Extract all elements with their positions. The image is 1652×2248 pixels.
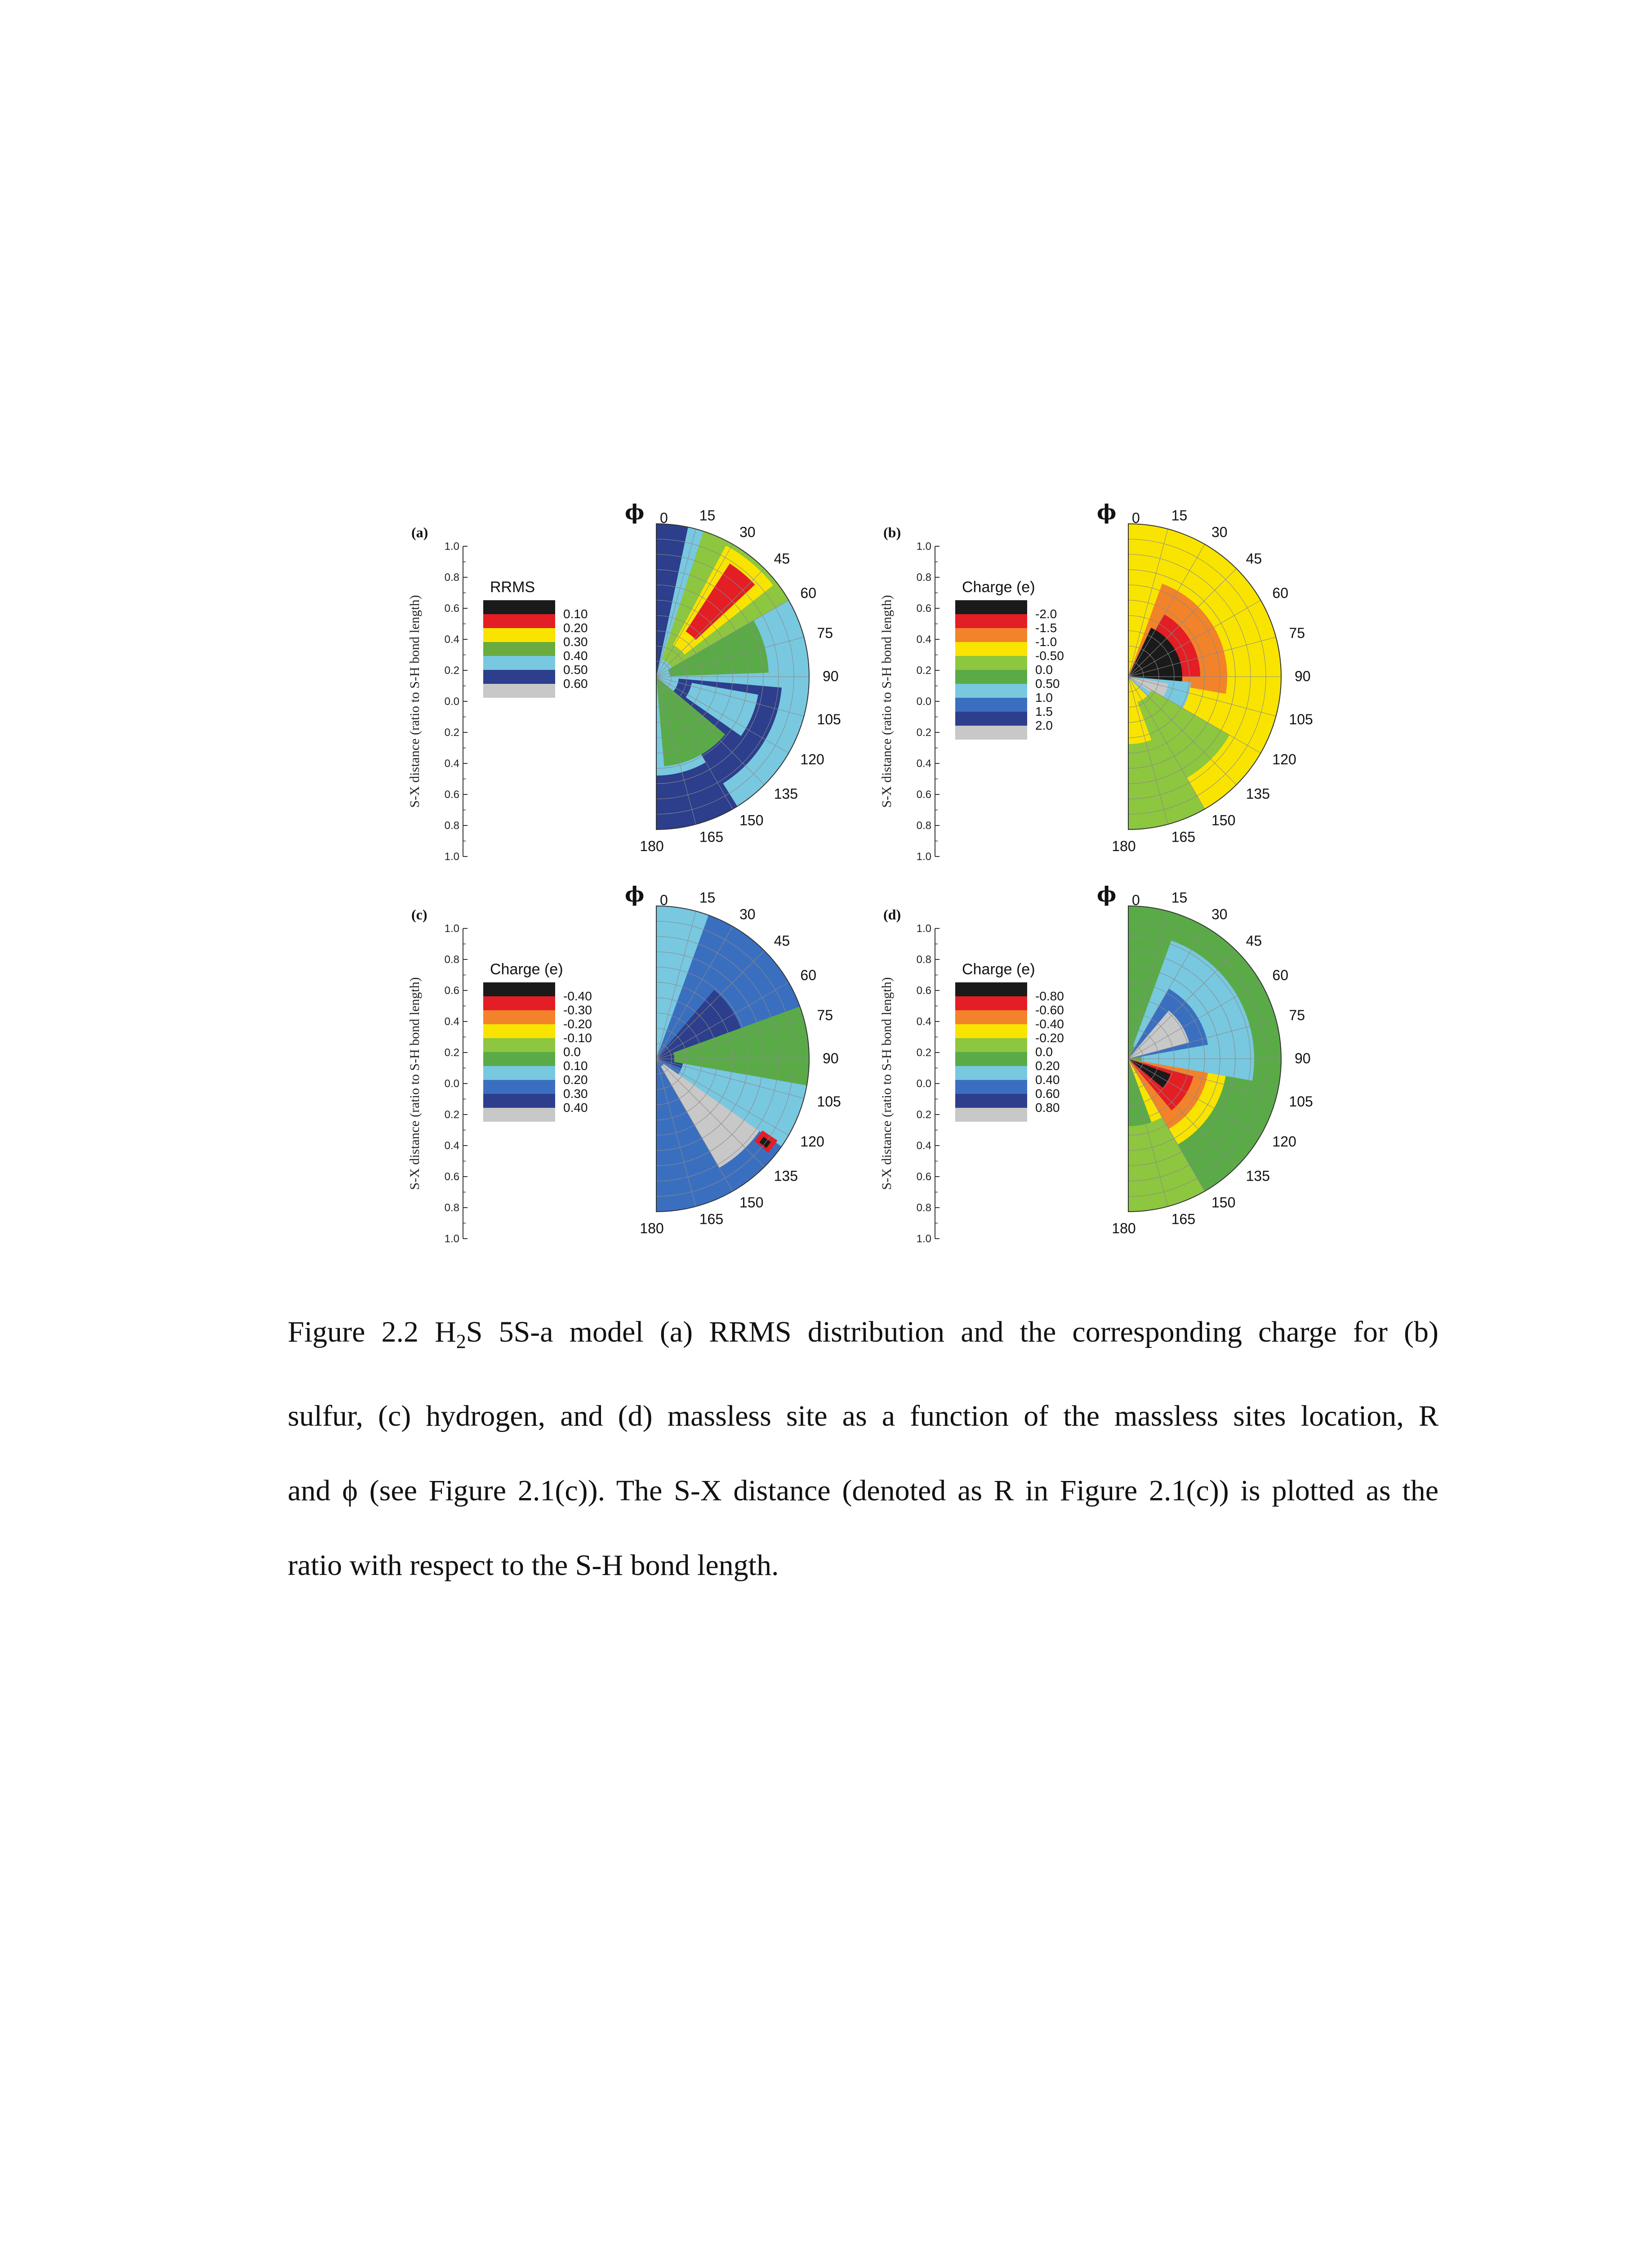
tick-label: 0.6 xyxy=(916,789,931,801)
angle-label: 90 xyxy=(1295,1050,1311,1066)
y-axis-label: S-X distance (ratio to S-H bond length) xyxy=(407,595,422,808)
angle-label: 180 xyxy=(1112,838,1136,854)
angle-label: 150 xyxy=(739,1194,764,1211)
phi-symbol: ϕ xyxy=(1097,882,1117,906)
angle-label: 15 xyxy=(699,507,716,524)
legend-label: 0.40 xyxy=(563,649,588,663)
figure-panel-a xyxy=(405,500,854,890)
legend-label: 0.20 xyxy=(1035,1059,1060,1073)
legend-swatch xyxy=(955,1094,1027,1108)
legend-title: Charge (e) xyxy=(962,961,1035,978)
phi-symbol: ϕ xyxy=(1097,500,1117,524)
legend-swatch xyxy=(955,1052,1027,1066)
angle-label: 180 xyxy=(1112,1220,1136,1236)
legend-label: -0.40 xyxy=(1035,1017,1064,1031)
figure-panel-c xyxy=(405,882,854,1272)
legend-swatch xyxy=(955,614,1027,628)
legend-swatch xyxy=(955,712,1027,726)
panel-label: (b) xyxy=(883,524,901,540)
tick-label: 0.8 xyxy=(444,820,459,832)
legend-swatch xyxy=(955,1038,1027,1052)
tick-label: 0.8 xyxy=(916,820,931,832)
angle-label: 0 xyxy=(1132,892,1140,908)
panel-label: (c) xyxy=(411,906,427,923)
tick-label: 0.4 xyxy=(444,633,459,646)
legend-label: 0.0 xyxy=(1035,663,1053,677)
tick-label: 0.0 xyxy=(916,1078,931,1090)
legend-label: 0.80 xyxy=(1035,1101,1060,1115)
angle-label: 90 xyxy=(823,668,839,684)
legend-label: 0.30 xyxy=(563,1087,588,1101)
angle-label: 15 xyxy=(1171,507,1188,524)
phi-symbol: ϕ xyxy=(625,882,645,906)
legend-swatch xyxy=(955,1108,1027,1122)
legend-label: 0.60 xyxy=(563,677,588,691)
tick-label: 0.6 xyxy=(916,602,931,615)
tick-label: 1.0 xyxy=(444,923,459,935)
angle-label: 0 xyxy=(660,892,668,908)
angle-label: 165 xyxy=(699,1211,724,1227)
tick-label: 0.6 xyxy=(444,1171,459,1183)
tick-label: 0.6 xyxy=(444,602,459,615)
tick-label: 0.4 xyxy=(916,1140,931,1152)
caption-line-4: ratio with respect to the S-H bond length. xyxy=(288,1549,779,1582)
angle-label: 60 xyxy=(1272,967,1289,983)
tick-label: 0.8 xyxy=(916,571,931,584)
legend-swatch xyxy=(483,1010,555,1024)
legend-swatch xyxy=(955,698,1027,712)
legend-label: -0.40 xyxy=(563,989,592,1003)
tick-label: 0.4 xyxy=(444,758,459,770)
y-axis-label: S-X distance (ratio to S-H bond length) xyxy=(407,977,422,1190)
tick-label: 0.2 xyxy=(916,665,931,677)
legend-swatch xyxy=(483,1066,555,1080)
legend-swatch xyxy=(483,982,555,996)
angle-label: 30 xyxy=(739,524,756,540)
tick-label: 0.4 xyxy=(916,758,931,770)
y-axis-label: S-X distance (ratio to S-H bond length) xyxy=(879,977,894,1190)
angle-label: 60 xyxy=(1272,585,1289,601)
polar-contour-map xyxy=(1128,524,1281,830)
legend-title: RRMS xyxy=(490,579,535,596)
tick-label: 0.6 xyxy=(916,985,931,997)
legend-swatch xyxy=(955,600,1027,614)
tick-label: 1.0 xyxy=(916,1233,931,1245)
figure-panel-d xyxy=(877,882,1326,1272)
legend-swatch xyxy=(955,684,1027,698)
panel-c-svg xyxy=(405,882,854,1272)
tick-label: 0.6 xyxy=(916,1171,931,1183)
legend-swatch xyxy=(483,684,555,698)
legend-swatch xyxy=(483,600,555,614)
angle-label: 150 xyxy=(1211,1194,1236,1211)
tick-label: 0.2 xyxy=(444,1109,459,1121)
angle-label: 30 xyxy=(1211,524,1228,540)
tick-label: 0.8 xyxy=(444,954,459,966)
legend-swatch xyxy=(483,1108,555,1122)
tick-label: 0.2 xyxy=(916,1047,931,1059)
legend-label: 0.0 xyxy=(1035,1045,1053,1059)
angle-label: 165 xyxy=(1171,829,1196,845)
legend-swatch xyxy=(483,614,555,628)
angle-label: 45 xyxy=(1246,932,1262,949)
legend-label: -1.5 xyxy=(1035,621,1057,635)
legend-label: 0.30 xyxy=(563,635,588,649)
angle-label: 105 xyxy=(817,711,841,727)
legend-swatch xyxy=(955,1024,1027,1038)
angle-label: 180 xyxy=(640,1220,664,1236)
tick-label: 0.8 xyxy=(444,1202,459,1214)
legend-label: 1.5 xyxy=(1035,705,1053,718)
tick-label: 1.0 xyxy=(916,540,931,553)
caption-line-3: and ϕ (see Figure 2.1(c)). The S-X distance (denoted as R in Figure 2.1(c)) is plotted as the xyxy=(288,1474,1438,1508)
legend-swatch xyxy=(955,982,1027,996)
y-axis-label: S-X distance (ratio to S-H bond length) xyxy=(879,595,894,808)
tick-label: 1.0 xyxy=(916,923,931,935)
angle-label: 120 xyxy=(800,751,824,767)
angle-label: 75 xyxy=(817,625,833,642)
panel-b-svg xyxy=(877,500,1326,890)
figure-panel-b xyxy=(877,500,1326,890)
tick-label: 0.2 xyxy=(916,727,931,739)
tick-label: 0.8 xyxy=(444,571,459,584)
caption-subscript: 2 xyxy=(456,1330,466,1353)
tick-label: 0.0 xyxy=(444,1078,459,1090)
tick-label: 1.0 xyxy=(444,1233,459,1245)
tick-label: 0.2 xyxy=(444,727,459,739)
legend-swatch xyxy=(483,670,555,684)
legend-swatch xyxy=(955,670,1027,684)
angle-label: 105 xyxy=(817,1093,841,1110)
angle-label: 165 xyxy=(1171,1211,1196,1227)
angle-label: 0 xyxy=(1132,510,1140,526)
angle-label: 60 xyxy=(800,967,817,983)
legend-label: 0.20 xyxy=(563,1073,588,1087)
tick-label: 0.0 xyxy=(916,696,931,708)
legend-label: 0.0 xyxy=(563,1045,581,1059)
legend-swatch xyxy=(955,1010,1027,1024)
panel-d-svg xyxy=(877,882,1326,1272)
tick-label: 0.2 xyxy=(444,1047,459,1059)
angle-label: 135 xyxy=(1246,1168,1270,1184)
tick-label: 1.0 xyxy=(444,540,459,553)
legend-swatch xyxy=(483,1024,555,1038)
legend-swatch xyxy=(955,1080,1027,1094)
angle-label: 120 xyxy=(1272,1133,1296,1150)
caption-line-1-start: Figure 2.2 H xyxy=(288,1316,456,1348)
legend-label: 2.0 xyxy=(1035,718,1053,732)
legend-label: 0.10 xyxy=(563,1059,588,1073)
angle-label: 15 xyxy=(699,889,716,906)
tick-label: 0.2 xyxy=(916,1109,931,1121)
legend-label: 0.10 xyxy=(563,607,588,621)
tick-label: 0.4 xyxy=(444,1016,459,1028)
legend-swatch xyxy=(483,1080,555,1094)
angle-label: 90 xyxy=(823,1050,839,1066)
angle-label: 180 xyxy=(640,838,664,854)
legend-label: -0.60 xyxy=(1035,1003,1064,1017)
angle-label: 90 xyxy=(1295,668,1311,684)
angle-label: 15 xyxy=(1171,889,1188,906)
legend-swatch xyxy=(483,1052,555,1066)
legend-swatch xyxy=(483,1038,555,1052)
angle-label: 45 xyxy=(1246,550,1262,567)
angle-label: 75 xyxy=(1289,1007,1305,1024)
panel-label: (a) xyxy=(411,524,428,540)
angle-label: 150 xyxy=(1211,812,1236,829)
angle-label: 30 xyxy=(739,906,756,923)
legend-label: 1.0 xyxy=(1035,691,1053,705)
legend-label: 0.20 xyxy=(563,621,588,635)
tick-label: 0.8 xyxy=(916,954,931,966)
polar-contour-map xyxy=(656,524,809,830)
legend-label: -0.20 xyxy=(563,1017,592,1031)
legend-label: 0.40 xyxy=(1035,1073,1060,1087)
tick-label: 0.6 xyxy=(444,985,459,997)
legend-label: -0.10 xyxy=(563,1031,592,1045)
legend-swatch xyxy=(955,628,1027,642)
legend-label: 0.50 xyxy=(563,663,588,677)
legend-label: -0.20 xyxy=(1035,1031,1064,1045)
tick-label: 0.4 xyxy=(916,633,931,646)
legend-label: -0.80 xyxy=(1035,989,1064,1003)
angle-label: 30 xyxy=(1211,906,1228,923)
tick-label: 0.0 xyxy=(444,696,459,708)
angle-label: 45 xyxy=(774,550,790,567)
angle-label: 135 xyxy=(1246,785,1270,802)
legend-label: -2.0 xyxy=(1035,607,1057,621)
angle-label: 75 xyxy=(817,1007,833,1024)
angle-label: 135 xyxy=(774,1168,798,1184)
tick-label: 1.0 xyxy=(444,851,459,863)
angle-label: 105 xyxy=(1289,1093,1313,1110)
legend-swatch xyxy=(483,628,555,642)
legend-label: 0.50 xyxy=(1035,677,1060,691)
tick-label: 0.8 xyxy=(916,1202,931,1214)
legend-label: -1.0 xyxy=(1035,635,1057,649)
legend-label: 0.40 xyxy=(563,1101,588,1115)
polar-contour-map xyxy=(656,906,809,1212)
tick-label: 0.2 xyxy=(444,665,459,677)
angle-label: 150 xyxy=(739,812,764,829)
legend-swatch xyxy=(483,996,555,1010)
tick-label: 0.4 xyxy=(916,1016,931,1028)
legend-swatch xyxy=(483,642,555,656)
phi-symbol: ϕ xyxy=(625,500,645,524)
angle-label: 105 xyxy=(1289,711,1313,727)
legend-swatch xyxy=(955,1066,1027,1080)
legend-swatch xyxy=(955,726,1027,740)
caption-line-1 xyxy=(288,1295,1438,1379)
angle-label: 60 xyxy=(800,585,817,601)
legend-label: -0.30 xyxy=(563,1003,592,1017)
legend-title: Charge (e) xyxy=(962,579,1035,596)
angle-label: 165 xyxy=(699,829,724,845)
angle-label: 135 xyxy=(774,785,798,802)
panel-label: (d) xyxy=(883,906,901,923)
angle-label: 0 xyxy=(660,510,668,526)
figure-caption xyxy=(288,1295,1438,1603)
legend-swatch xyxy=(955,642,1027,656)
legend-swatch xyxy=(483,656,555,670)
angle-label: 120 xyxy=(800,1133,824,1150)
angle-label: 45 xyxy=(774,932,790,949)
legend-swatch xyxy=(955,996,1027,1010)
polar-contour-map xyxy=(1128,906,1281,1212)
tick-label: 1.0 xyxy=(916,851,931,863)
tick-label: 0.6 xyxy=(444,789,459,801)
legend-label: 0.60 xyxy=(1035,1087,1060,1101)
legend-swatch xyxy=(483,1094,555,1108)
panel-a-svg xyxy=(405,500,854,890)
legend-title: Charge (e) xyxy=(490,961,563,978)
angle-label: 75 xyxy=(1289,625,1305,642)
caption-line-1-end: S 5S-a model (a) RRMS distribution and the corresponding charge for (b) xyxy=(466,1316,1438,1348)
angle-label: 120 xyxy=(1272,751,1296,767)
legend-label: -0.50 xyxy=(1035,649,1064,663)
caption-line-2: sulfur, (c) hydrogen, and (d) massless site as a function of the massless sites location, R xyxy=(288,1400,1438,1433)
legend-swatch xyxy=(955,656,1027,670)
tick-label: 0.4 xyxy=(444,1140,459,1152)
